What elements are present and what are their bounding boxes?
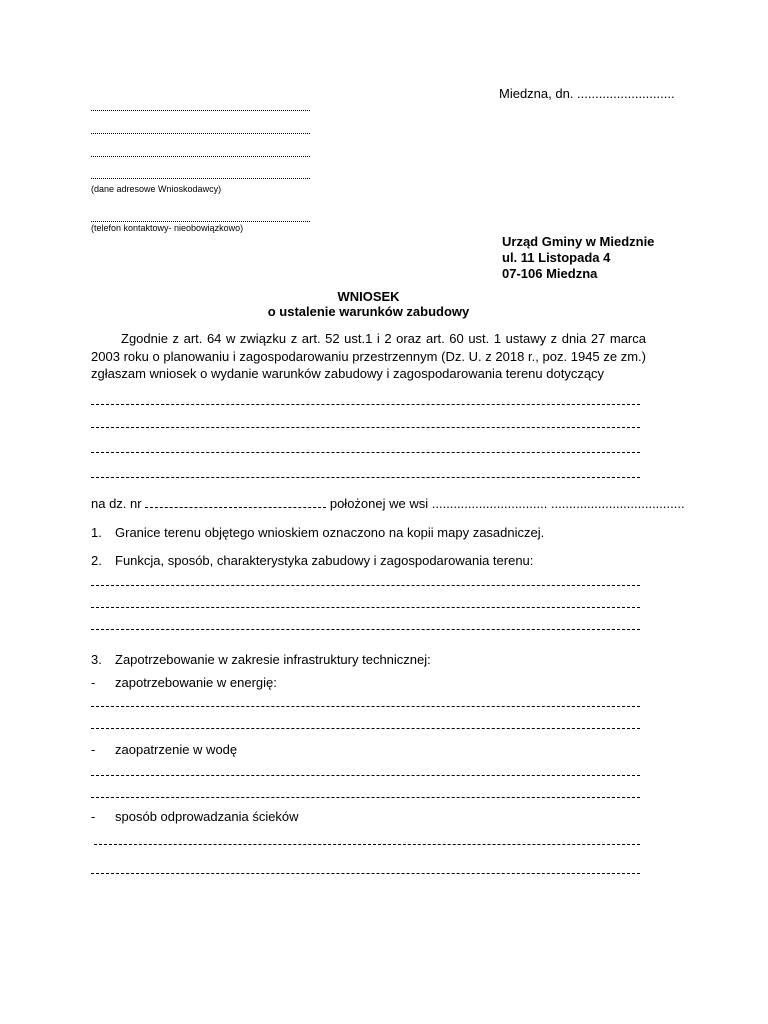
parcel-prefix: na dz. nr — [91, 496, 142, 511]
place-date: Miedzna, dn. ........................... — [499, 86, 675, 101]
sewage-label: sposób odprowadzania ścieków — [115, 809, 299, 824]
intro-text: Zgodnie z art. 64 w związku z art. 52 ust.1 i 2 oraz art. 60 ust. 1 ustawy z dnia 27 marca 2003 roku o planowaniu i zagospodarowaniu przestrzennym (Dz. U. z 2018 r., poz. 1945 ze zm.) zgłaszam wniosek o wydanie warunków zabudowy i zagospodarowania terenu dotyczący — [91, 331, 646, 381]
sewage-bullet: - — [91, 809, 96, 824]
water-label: zaopatrzenie w wodę — [115, 742, 238, 757]
item-3-text: Zapotrzebowanie w zakresie infrastruktury technicznej: — [115, 652, 431, 667]
energy-bullet: - — [91, 675, 96, 690]
applicant-address-line[interactable] — [91, 156, 310, 157]
intro-paragraph — [91, 330, 646, 383]
subject-line[interactable] — [91, 427, 640, 428]
item-2-text: Funkcja, sposób, charakterystyka zabudowy i zagospodarowania terenu: — [115, 553, 534, 568]
applicant-address-line[interactable] — [91, 110, 310, 111]
energy-label: zapotrzebowanie w energię: — [115, 675, 277, 690]
parcel-line — [91, 496, 685, 511]
sewage-line[interactable] — [94, 844, 640, 845]
applicant-phone-line[interactable] — [91, 221, 310, 222]
item-1-number: 1. — [91, 525, 102, 540]
energy-line[interactable] — [91, 706, 640, 707]
item-1-text: Granice terenu objętego wnioskiem oznaczono na kopii mapy zasadniczej. — [115, 525, 545, 540]
item-3-number: 3. — [91, 652, 102, 667]
function-line[interactable] — [91, 607, 640, 608]
subject-line[interactable] — [91, 404, 640, 405]
parcel-middle: położonej we wsi — [329, 496, 429, 511]
document-subtitle: o ustalenie warunków zabudowy — [267, 304, 470, 319]
water-bullet: - — [91, 742, 96, 757]
item-2-number: 2. — [91, 553, 102, 568]
function-line[interactable] — [91, 585, 640, 586]
energy-line[interactable] — [91, 728, 640, 729]
water-line[interactable] — [91, 797, 640, 798]
recipient-postal: 07-106 Miedzna — [502, 266, 598, 281]
subject-line[interactable] — [91, 452, 640, 453]
subject-line[interactable] — [91, 477, 640, 478]
parcel-number-field[interactable] — [145, 507, 326, 508]
water-line[interactable] — [91, 775, 640, 776]
recipient-address — [502, 234, 654, 282]
function-line[interactable] — [91, 629, 640, 630]
applicant-address-line[interactable] — [91, 133, 310, 134]
village-field[interactable]: ................................ ..................................... — [431, 496, 685, 511]
sewage-line[interactable] — [91, 873, 640, 874]
address-caption: (dane adresowe Wnioskodawcy) — [91, 184, 222, 194]
recipient-street: ul. 11 Listopada 4 — [502, 250, 611, 265]
applicant-address-line[interactable] — [91, 178, 310, 179]
recipient-name: Urząd Gminy w Miedznie — [502, 234, 655, 249]
document-title: WNIOSEK — [337, 289, 400, 304]
phone-caption: (telefon kontaktowy- nieobowiązkowo) — [91, 223, 244, 233]
